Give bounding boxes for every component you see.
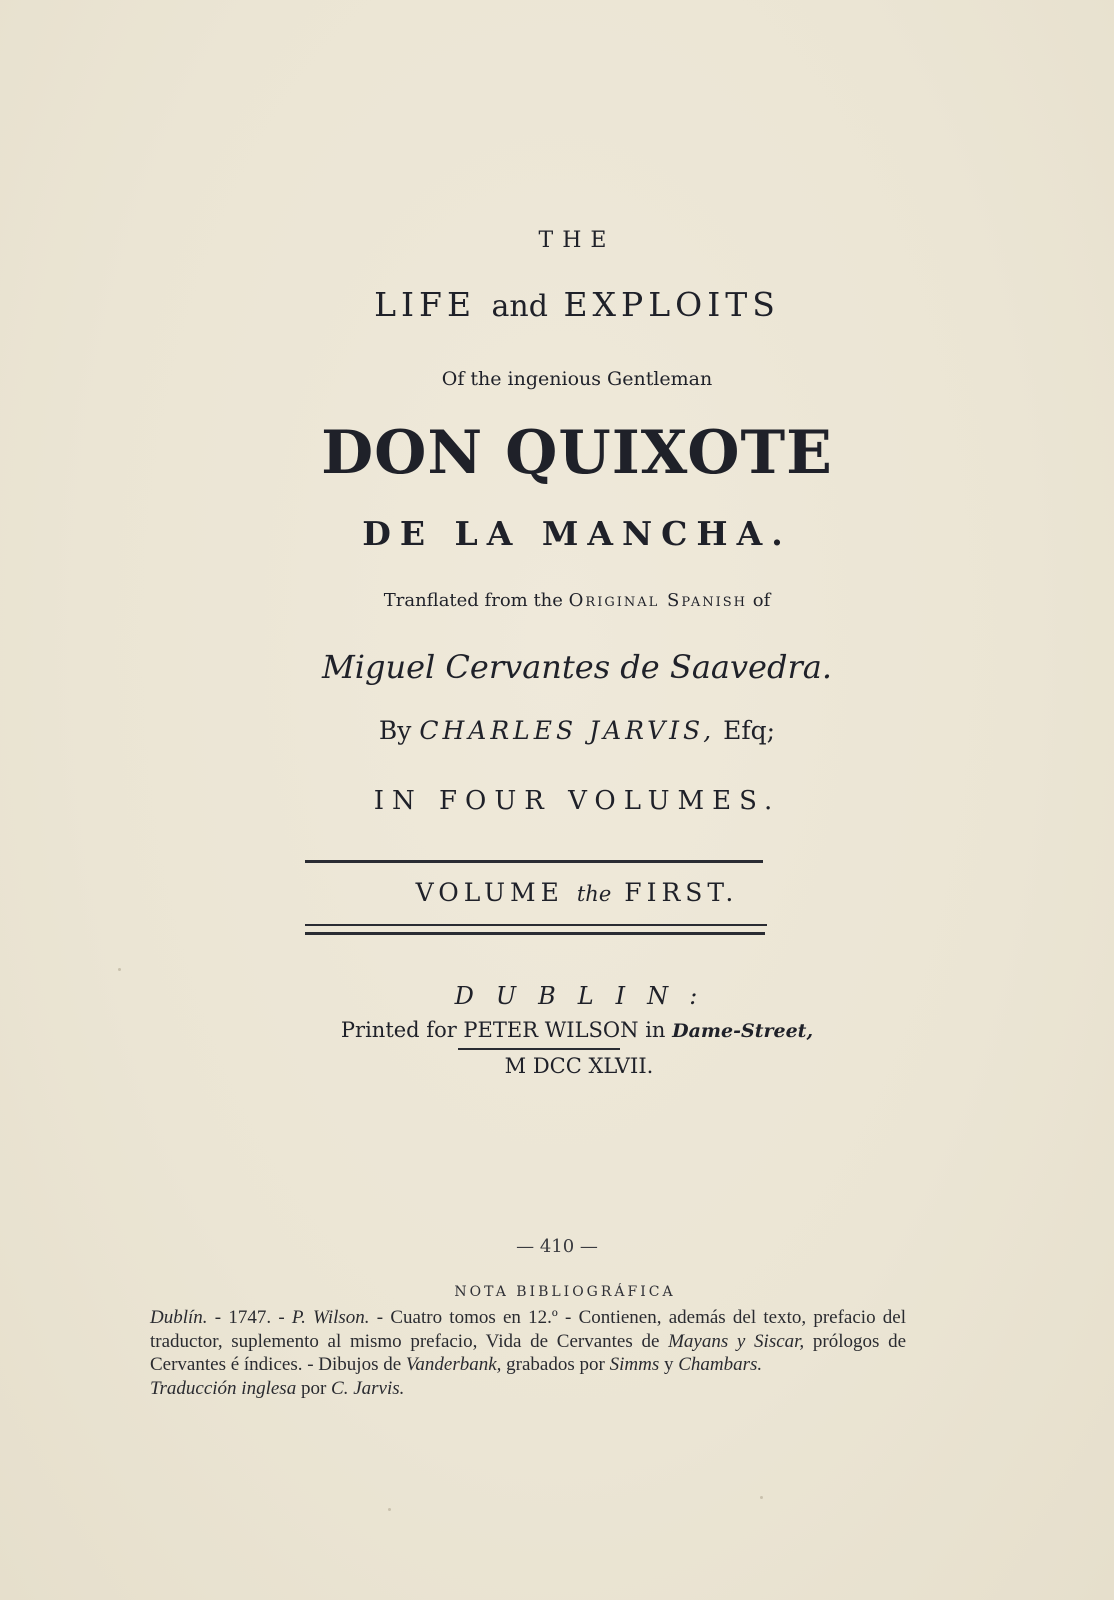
volume-first: FIRST. [624, 878, 739, 907]
volume-the: the [576, 882, 612, 906]
subtitle-ingenious-gentleman: Of the ingenious Gentleman [441, 368, 713, 390]
volume-word: VOLUME [415, 878, 564, 907]
main-title-de-la-mancha: DE LA MANCHA. [362, 514, 792, 553]
main-title-don-quixote: DON QUIXOTE [321, 418, 833, 488]
note-and: y [659, 1354, 679, 1375]
note-by: por [296, 1377, 332, 1399]
translator-esq: Efq; [723, 716, 776, 745]
note-prologues: prólogos de Cervantes é índices. - Dibujos de [150, 1330, 906, 1375]
volume-the-first [0, 878, 1114, 907]
paper-speck [760, 1496, 763, 1499]
note-chambars: Chambars. [678, 1354, 763, 1375]
divider-rule-double-b [305, 932, 765, 935]
author-name: Miguel Cervantes de Saavedra. [321, 648, 833, 686]
divider-rule-short [458, 1048, 620, 1050]
note-mayans: Mayans y Siscar, [668, 1330, 805, 1352]
note-engraved: grabados por [501, 1354, 610, 1375]
imprint-street: Dame-Street, [672, 1020, 814, 1042]
divider-rule-double-a [305, 924, 767, 926]
imprint-city: DUBLIN: [454, 982, 720, 1010]
title-life-and-exploits [0, 285, 1114, 324]
divider-rule-top [305, 860, 763, 863]
title-exploits: EXPLOITS [563, 285, 780, 324]
note-translator: C. Jarvis. [331, 1377, 405, 1399]
imprint-printer [0, 1018, 1114, 1042]
translated-line [0, 590, 1114, 611]
bibliographic-note-paragraph [150, 1306, 906, 1377]
note-description: - Cuatro tomos en 12.º - Contienen, además del texto, prefacio del traductor, suplemento al mismo prefacio, Vida de Cervantes de [150, 1307, 907, 1352]
translated-text-b: of [752, 590, 771, 611]
note-vanderbank: Vanderbank, [405, 1354, 502, 1375]
note-translation-label: Traducción inglesa [150, 1377, 297, 1399]
translated-original-spanish: Original Spanish [568, 590, 748, 611]
translator-name: CHARLES JARVIS, [419, 716, 716, 745]
translator-line [0, 716, 1114, 745]
note-simms: Simms [609, 1354, 660, 1375]
paper-speck [118, 968, 121, 971]
imprint-year: M DCC XLVII. [504, 1054, 654, 1078]
note-year: - 1747. - [207, 1307, 292, 1328]
paper-speck [388, 1508, 391, 1511]
in-four-volumes: IN FOUR VOLUMES. [373, 786, 781, 816]
title-the: THE [538, 228, 616, 253]
title-life: LIFE [374, 285, 477, 324]
nota-bibliografica-heading: NOTA BIBLIOGRÁFICA [454, 1284, 676, 1300]
bibliographic-note [150, 1306, 906, 1400]
bibliographic-note-translation [150, 1377, 906, 1401]
page-number: — 410 — [516, 1236, 598, 1257]
imprint-printer-text: Printed for PETER WILSON in [340, 1018, 666, 1042]
note-publisher: P. Wilson. [291, 1307, 370, 1328]
title-and: and [491, 289, 548, 324]
translator-by: By [378, 716, 412, 745]
translated-text-a: Tranflated from the [383, 590, 563, 611]
note-city: Dublín. [150, 1307, 208, 1328]
